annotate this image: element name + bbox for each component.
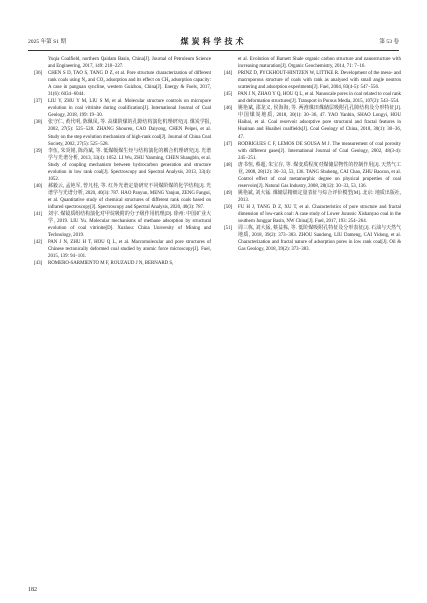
reference-text: 姚艳斌, 邵龙义, 侯海海, 等. 两淮煤田煤储层吸附孔孔隙结构及分形特征[J]. 中国煤炭地质, 2018, 30(1): 30−36, 47. YAO Yanbin, SHAO Longyi, HOU Haihai, et al. Coal reservoir adsorptive pore structural and fractal features in Huainan and Huaibei coalfields[J]. Coal Geology of China, 2018, 30(1): 30−36, 47. bbox=[238, 106, 401, 140]
reference-text: 郝毅云, 孟艳军, 曾凡桂, 等. 红外光谱定量研究不同煤阶煤的化学结构[J]. 光谱学与光谱分析, 2020, 40(3): 787. HAO Panyun, MENG Yanjun, ZENG Fangui, et al. Quantitative study of chemical structures of different rank coals based on infrared spectroscopy[J]. Spectroscopy and Spectral Analysis, 2020, 40(3): 787. bbox=[48, 183, 211, 210]
reference-number: [48] bbox=[224, 162, 233, 168]
reference-entry bbox=[34, 119, 211, 147]
header-divider bbox=[28, 50, 399, 51]
reference-text: 姚艳斌, 刘大锰. 煤储层精细定量表征与综合评价模型[M]. 北京: 地质出版社, 2013. bbox=[238, 190, 401, 203]
reference-number: [40] bbox=[34, 183, 43, 189]
reference-number: [43] bbox=[34, 261, 43, 267]
reference-number: [51] bbox=[224, 226, 233, 232]
page-number: 182 bbox=[28, 587, 37, 593]
reference-entry bbox=[34, 183, 211, 211]
reference-number: [39] bbox=[34, 148, 43, 154]
reference-text: 刘宇. 煤镜质组结构演化对甲烷吸附的分子级作用机理[D]. 徐州: 中国矿业大学, 2019. LIU Yu. Molecular mechanisms of methane adsorption by structural evolution of coal vitrinite[D]. Xuzhou: China University of Mining and Technology, 2019. bbox=[48, 212, 211, 239]
reference-entry bbox=[224, 204, 401, 225]
reference-entry bbox=[224, 70, 401, 91]
reference-text: 周三栋, 刘大锰, 蔡益栋, 等. 低阶煤吸附孔特征及分形表征[J]. 石油与天然气地质, 2018, 39(2): 373−383. ZHOU Sandong, LIU Dameng, CAI Yidong, et al. Characterization and fractal nature of adsorption pores in low rank coal[J]. Oil & Gas Geology, 2018, 39(2): 373−383. bbox=[238, 226, 401, 253]
reference-text: 李伍, 朱炎铭, 陈尚斌, 等. 低煤级煤生烃与结构演化的耦合机理研究[J]. 光谱学与光谱分析, 2013, 33(4): 1052. LI Wu, ZHU Yanming, CHEN Shangbin, et al. Study of coupling mechanism between hydrocarbon generation and structure evolution in low rank coal[J]. Spectroscopy and Spectral Analysis, 2013, 33(4): 1052. bbox=[48, 148, 211, 182]
reference-number: [41] bbox=[34, 212, 43, 218]
reference-text: PAN J N, ZHAO Y Q, HOU Q L, et al. Nanoscale pores in coal related to coal rank and deformation structures[J]. Transport in Porous Media, 2015, 107(2): 543−554. bbox=[238, 92, 401, 105]
reference-number: [50] bbox=[224, 204, 233, 210]
reference-text: Yuqia Coalfield, northern Qaidam Basin, China[J]. Journal of Petroleum Science and Engineering, 2017, 149: 218−227. bbox=[48, 57, 211, 70]
reference-entry bbox=[224, 56, 401, 70]
references-right-column bbox=[224, 56, 401, 253]
reference-entry bbox=[34, 70, 211, 98]
references-left-column bbox=[34, 56, 211, 267]
reference-entry bbox=[224, 190, 401, 204]
reference-text: et al. Evolution of Barnett Shale organic carbon structure and nanostructure with increasing maturation[J]. Organic Geochemistry, 2014, 71: 7−16. bbox=[238, 57, 401, 70]
reference-entry bbox=[34, 239, 211, 260]
volume-label: 第 53 卷 bbox=[379, 39, 399, 45]
page-header bbox=[28, 36, 399, 48]
reference-entry bbox=[34, 260, 211, 267]
reference-entry bbox=[34, 56, 211, 70]
reference-entry bbox=[224, 225, 401, 253]
reference-entry bbox=[224, 141, 401, 162]
reference-text: CHEN S D, TAO S, TANG D Z, et al. Pore structure characterization of different rank coals using N₂ and CO₂ adsorption and its effect on CH₄ adsorption capacity: A case in panguan syncline, western Guizhou, China[J]. Energy & Fuels, 2017, 31(6): 6034−6044. bbox=[48, 71, 211, 98]
reference-text: ROMERO-SARMIENTO M F, ROUZAUD J N, BERNARD S, bbox=[48, 261, 174, 267]
reference-number: [44] bbox=[224, 71, 233, 77]
reference-number: [42] bbox=[34, 240, 43, 246]
reference-number: [46] bbox=[224, 106, 233, 112]
reference-text: LIU Y, ZHU Y M, LIU S M, et al. Molecular structure controls on micropore evolution in coal vitrinite during coalification[J]. International Journal of Coal Geology, 2018, 199: 19−30. bbox=[48, 99, 211, 119]
reference-entry bbox=[224, 105, 401, 140]
reference-entry bbox=[224, 162, 401, 190]
reference-number: [36] bbox=[34, 71, 43, 77]
reference-number: [37] bbox=[34, 99, 43, 105]
reference-number: [49] bbox=[224, 190, 233, 196]
reference-entry bbox=[34, 211, 211, 239]
reference-number: [47] bbox=[224, 141, 233, 147]
issue-label: 2025 年第 S1 期 bbox=[28, 39, 67, 45]
reference-number: [38] bbox=[34, 120, 43, 126]
reference-text: FU H J, TANG D Z, XU T, et al. Characteristics of pore structure and fractal dimension of low-rank coal: A case study of Lower Jurassic Xishanyao coal in the southern Junggar Basin, NW China[J]. Fuel, 2017, 193: 254−264. bbox=[238, 204, 401, 225]
journal-title: 煤炭科学技术 bbox=[180, 37, 247, 46]
reference-text: RODRIGUES C F, LEMOS DE SOUSA M J. The measurement of coal porosity with different gases[J]. International Journal of Coal Geology, 2002, 48(3-4): 245−251. bbox=[238, 141, 401, 161]
reference-entry bbox=[224, 91, 401, 105]
reference-text: PRINZ D, PYCKHOUT-HINTZEN W, LITTKE R. Development of the meso- and macroporous structure of coals with rank as analysed with small angle neutron scattering and adsorption experiments[J]. Fuel, 2004, 83(4-5): 547−556. bbox=[238, 71, 401, 91]
reference-entry bbox=[34, 148, 211, 183]
reference-number: [45] bbox=[224, 92, 233, 98]
reference-text: 唐书恒, 蔡超, 朱宝存, 等. 煤变质程度对煤储层物性的控制作用[J]. 天然气工业, 2008, 28(12): 30−33, 53, 136. TANG Shuheng, CAI Chao, ZHU Baocun, et al. Control effect of coal metamorphic degree on physical properties of coal reservoirs[J]. Natural Gas Industry, 2008, 28(12): 30−33, 53, 136. bbox=[238, 162, 401, 189]
reference-text: 张守仁, 黄代明, 陈佩凤, 等. 高煤阶煤的孔隙结构演化机理研究[J]. 煤炭学报, 2002, 27(5): 525−528. ZHANG Shouren, CAO Daiyong, CHEN Peipei, et al. Study on the step evolution mechanism of high-rank coal[J]. Journal of China Coal Society, 2002, 27(5): 525−528. bbox=[48, 120, 211, 147]
reference-text: PAN J N, ZHU H T, HOU Q L, et al. Macromolecular and pore structures of Chinese tectonically deformed coal studied by atomic force microscopy[J]. Fuel, 2015, 139: 94−101. bbox=[48, 240, 211, 260]
reference-entry bbox=[34, 98, 211, 119]
